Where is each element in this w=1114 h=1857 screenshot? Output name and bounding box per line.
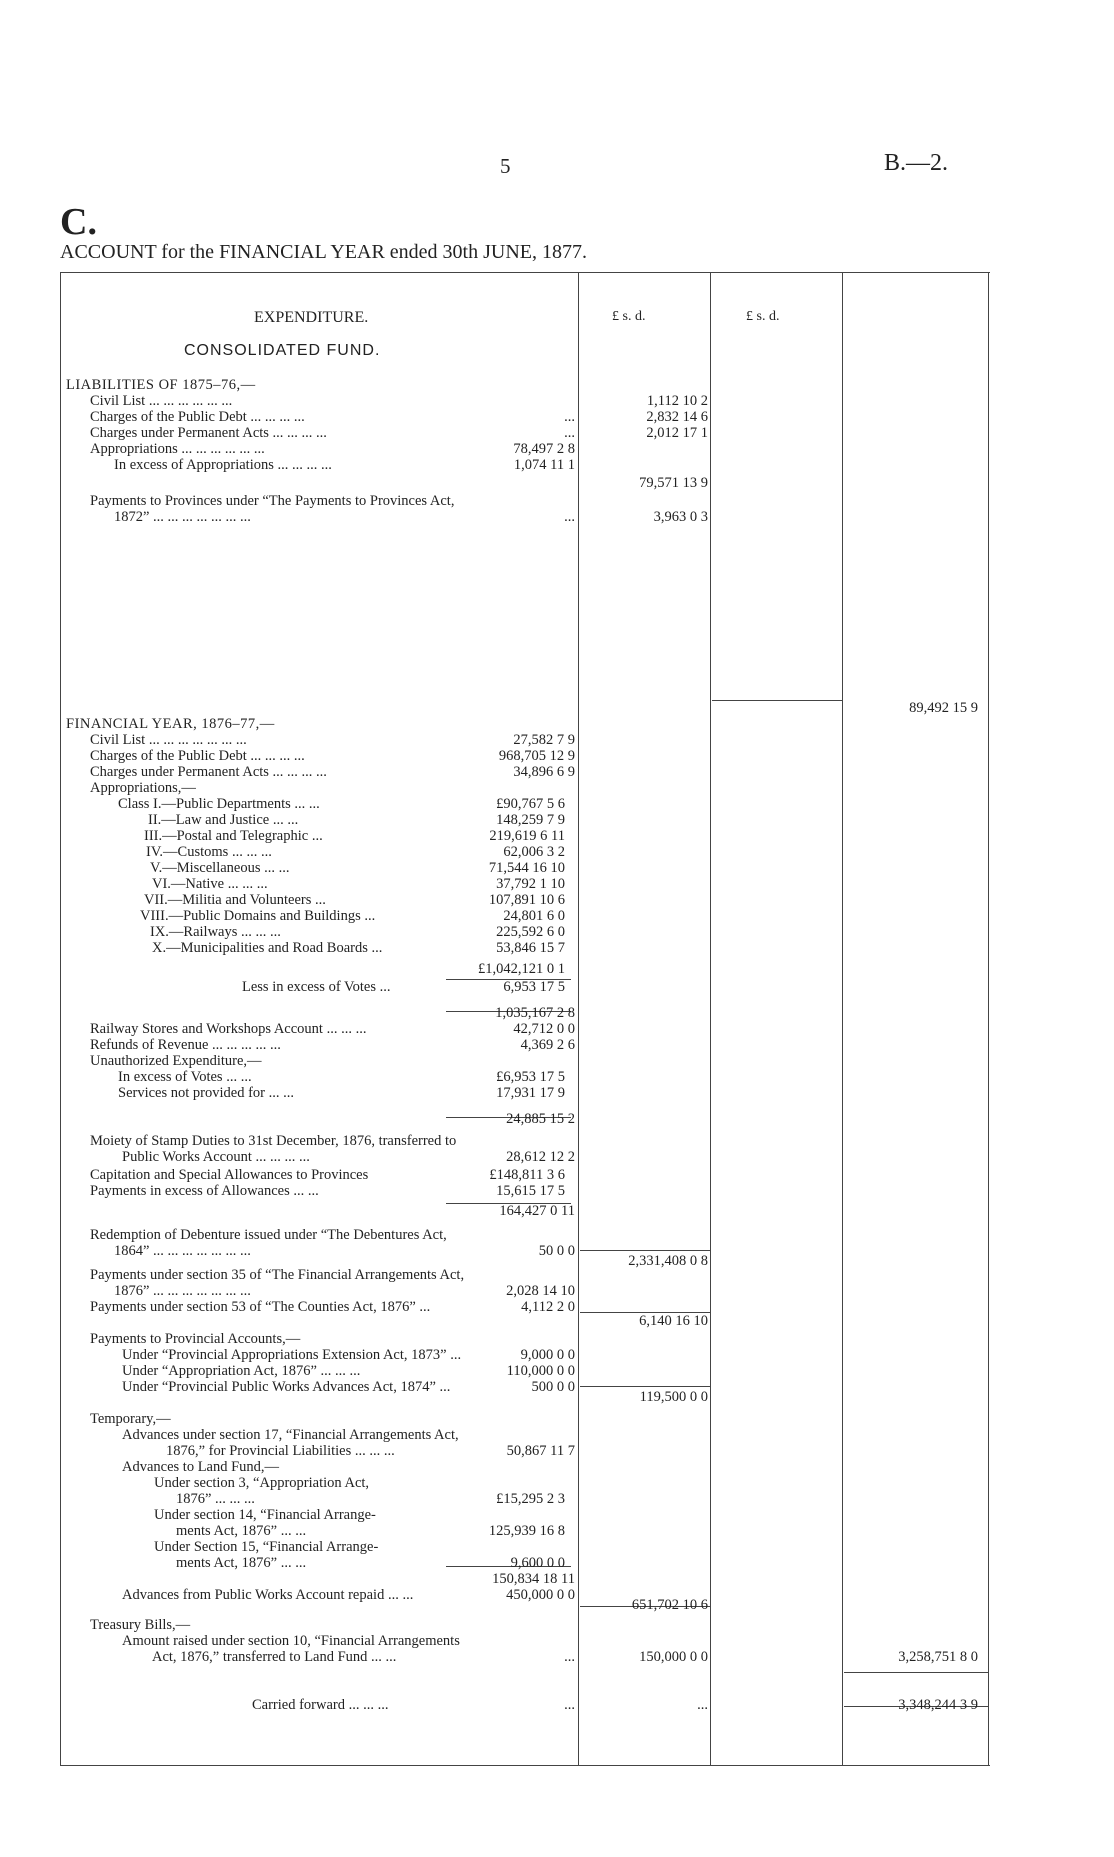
row-label: Services not provided for ... ... [118,1085,294,1101]
row-label: VI.—Native ... ... ... [152,876,268,892]
row-subamount: 6,953 17 5 [503,979,565,995]
table-row [0,732,1000,749]
table-row [0,1697,1000,1714]
table-row [0,1149,1000,1166]
row-amount-col1: 1,035,167 2 8 [495,1005,575,1021]
row-amount-col1: 164,427 0 11 [499,1203,575,1219]
row-subamount: 225,592 6 0 [496,924,565,940]
row-label: VII.—Militia and Volunteers ... [144,892,326,908]
table-row [0,1021,1000,1038]
table-row [0,1227,1000,1244]
table-top-rule [60,272,990,273]
row-amount-col1: 4,369 2 6 [520,1037,575,1053]
row-amount-col1: 968,705 12 9 [498,748,575,764]
row-label: Unauthorized Expenditure,— [90,1053,262,1069]
table-row [0,796,1000,813]
page-number: 5 [500,154,511,178]
table-row [0,1649,1000,1666]
row-amount-col1: 78,497 2 8 [513,441,575,457]
table-row [0,425,1000,442]
table-row [0,979,1000,996]
row-label: IV.—Customs ... ... ... [146,844,272,860]
table-row [0,1313,1000,1330]
table-row [0,1347,1000,1364]
row-label: Under section 14, “Financial Arrange- [154,1507,376,1523]
row-amount-col2: 2,012 17 1 [646,425,708,441]
row-amount-col2: 6,140 16 10 [639,1313,708,1329]
table-row [0,1183,1000,1200]
table-row [0,377,1000,394]
table-row [0,1571,1000,1588]
row-label: Payments under section 35 of “The Financial Arrangements Act, [90,1267,465,1283]
row-subamount: 71,544 16 10 [488,860,565,876]
table-row [0,1005,1000,1022]
row-amount-col1: 42,712 0 0 [513,1021,575,1037]
col1-currency-heading: £ s. d. [612,309,646,324]
table-row [0,924,1000,941]
table-row [0,1427,1000,1444]
table-row [0,1597,1000,1614]
row-label: FINANCIAL YEAR, 1876–77,— [66,716,275,732]
table-row [0,1411,1000,1428]
row-subamount: £1,042,121 0 1 [478,961,565,977]
row-label: 1876” ... ... ... [176,1491,255,1507]
table-row [0,1363,1000,1380]
row-label: Railway Stores and Workshops Account ... ... ... [90,1021,367,1037]
row-amount-col1: 2,028 14 10 [506,1283,575,1299]
row-label: In excess of Votes ... ... [118,1069,252,1085]
table-row [0,940,1000,957]
row-amount-col1: 28,612 12 2 [506,1149,575,1165]
row-amount-col1: ... [564,1697,575,1713]
table-row [0,1167,1000,1184]
row-amount-col3: 3,258,751 8 0 [898,1649,978,1665]
table-row [0,844,1000,861]
row-label: Under “Appropriation Act, 1876” ... ... ... [122,1363,361,1379]
table-row [0,780,1000,797]
row-label: II.—Law and Justice ... ... [148,812,299,828]
table-row [0,457,1000,474]
row-amount-col2: 150,000 0 0 [639,1649,708,1665]
table-row [0,908,1000,925]
table-row [0,475,1000,492]
row-subamount: 24,801 6 0 [503,908,565,924]
row-label: Advances from Public Works Account repaid ... ... [122,1587,414,1603]
row-subamount: £6,953 17 5 [496,1069,565,1085]
table-row [0,700,1000,717]
table-row [0,1069,1000,1086]
row-label: Charges of the Public Debt ... ... ... ... [90,409,305,425]
row-amount-col2: 2,832 14 6 [646,409,708,425]
row-amount-col1: ... [564,1649,575,1665]
table-row [0,716,1000,733]
row-label: ments Act, 1876” ... ... [176,1523,307,1539]
table-row [0,1539,1000,1556]
row-amount-col1: ... [564,425,575,441]
row-amount-col1: 4,112 2 0 [521,1299,575,1315]
row-subamount: 17,931 17 9 [496,1085,565,1101]
table-row [0,493,1000,510]
row-amount-col2: 3,963 0 3 [653,509,708,525]
table-row [0,1037,1000,1054]
row-label: Act, 1876,” transferred to Land Fund ... ... [152,1649,397,1665]
row-label: Under section 3, “Appropriation Act, [154,1475,370,1491]
row-label: Public Works Account ... ... ... ... [122,1149,310,1165]
row-subamount: £148,811 3 6 [489,1167,565,1183]
table-row [0,1475,1000,1492]
row-label: Carried forward ... ... ... [252,1697,389,1713]
row-label: X.—Municipalities and Road Boards ... [152,940,383,956]
row-label: Charges under Permanent Acts ... ... ... ... [90,764,327,780]
table-row [0,1443,1000,1460]
row-label: Refunds of Revenue ... ... ... ... ... [90,1037,281,1053]
row-label: Civil List ... ... ... ... ... ... ... [90,732,247,748]
row-label: ments Act, 1876” ... ... [176,1555,307,1571]
row-label: 1876,” for Provincial Liabilities ... ... ... [166,1443,395,1459]
table-row [0,1507,1000,1524]
expenditure-heading: EXPENDITURE. [254,309,369,326]
table-row [0,876,1000,893]
row-amount-col1: 110,000 0 0 [506,1363,575,1379]
table-row [0,1555,1000,1572]
row-label: 1876” ... ... ... ... ... ... ... [114,1283,251,1299]
row-label: In excess of Appropriations ... ... ... ... [114,457,332,473]
table-row [0,441,1000,458]
table-row [0,393,1000,410]
row-label: Payments under section 53 of “The Counties Act, 1876” ... [90,1299,431,1315]
table-row [0,1203,1000,1220]
row-label: V.—Miscellaneous ... ... [150,860,290,876]
row-amount-col1: 450,000 0 0 [506,1587,575,1603]
table-row [0,764,1000,781]
row-amount-col1: 500 0 0 [531,1379,575,1395]
table-row [0,1459,1000,1476]
row-amount-col2: ... [697,1697,708,1713]
table-row [0,509,1000,526]
row-subamount: 53,846 15 7 [496,940,565,956]
table-row [0,1283,1000,1300]
row-subamount: 219,619 6 11 [489,828,565,844]
row-amount-col1: 27,582 7 9 [513,732,575,748]
row-subamount: £15,295 2 3 [496,1491,565,1507]
row-label: Redemption of Debenture issued under “The Debentures Act, [90,1227,447,1243]
row-amount-col1: ... [564,509,575,525]
table-row [0,828,1000,845]
rule-year-total [844,1672,988,1673]
table-bottom-rule [60,1765,990,1766]
row-label: Capitation and Special Allowances to Provinces [90,1167,369,1183]
table-row [0,409,1000,426]
row-label: Under Section 15, “Financial Arrange- [154,1539,379,1555]
row-amount-col1: 50 0 0 [538,1243,575,1259]
row-label: Temporary,— [90,1411,171,1427]
row-label: Amount raised under section 10, “Financial Arrangements [122,1633,460,1649]
row-label: VIII.—Public Domains and Buildings ... [140,908,376,924]
table-row [0,961,1000,978]
row-subamount: 148,259 7 9 [496,812,565,828]
table-row [0,860,1000,877]
table-row [0,1491,1000,1508]
row-amount-col2: 651,702 10 6 [631,1597,708,1613]
row-amount-col2: 2,331,408 0 8 [628,1253,708,1269]
table-row [0,1133,1000,1150]
table-row [0,1267,1000,1284]
row-amount-col3: 89,492 15 9 [909,700,978,716]
row-label: 1864” ... ... ... ... ... ... ... [114,1243,251,1259]
row-label: Treasury Bills,— [90,1617,191,1633]
row-label: Advances under section 17, “Financial Arrangements Act, [122,1427,459,1443]
row-amount-col1: 9,000 0 0 [520,1347,575,1363]
row-label: III.—Postal and Telegraphic ... [144,828,323,844]
row-label: Moiety of Stamp Duties to 31st December, 1876, transferred to [90,1133,457,1149]
row-label: Class I.—Public Departments ... ... [118,796,320,812]
table-row [0,748,1000,765]
row-amount-col1: 34,896 6 9 [513,764,575,780]
row-amount-col2: 119,500 0 0 [639,1389,708,1405]
row-subamount: 9,600 0 0 [510,1555,565,1571]
row-label: Payments to Provinces under “The Payments to Provinces Act, [90,493,455,509]
row-label: Payments to Provincial Accounts,— [90,1331,301,1347]
fund-heading: CONSOLIDATED FUND. [184,342,381,359]
table-row [0,1633,1000,1650]
row-label: IX.—Railways ... ... ... [150,924,281,940]
row-label: Under “Provincial Public Works Advances Act, 1874” ... [122,1379,451,1395]
row-label: Payments in excess of Allowances ... ... [90,1183,319,1199]
row-label: Appropriations,— [90,780,196,796]
row-subamount: 107,891 10 6 [488,892,565,908]
row-amount-col1: 50,867 11 7 [506,1443,575,1459]
table-row [0,1085,1000,1102]
section-letter: C. [60,201,97,243]
row-label: Advances to Land Fund,— [122,1459,280,1475]
row-label: Charges under Permanent Acts ... ... ... ... [90,425,327,441]
document-reference: B.—2. [884,150,949,176]
row-subamount: 62,006 3 2 [503,844,565,860]
table-row [0,1331,1000,1348]
document-title: ACCOUNT for the FINANCIAL YEAR ended 30th JUNE, 1877. [60,241,587,263]
table-row [0,1053,1000,1070]
table-row [0,892,1000,909]
row-amount-col2: 79,571 13 9 [639,475,708,491]
row-label: Less in excess of Votes ... [242,979,391,995]
row-amount-col1: 24,885 15 2 [506,1111,575,1127]
col2-currency-heading: £ s. d. [746,309,780,324]
row-label: Charges of the Public Debt ... ... ... ... [90,748,305,764]
row-amount-col1: 150,834 18 11 [492,1571,575,1587]
table-row [0,812,1000,829]
row-subamount: 37,792 1 10 [496,876,565,892]
row-label: Under “Provincial Appropriations Extension Act, 1873” ... [122,1347,462,1363]
row-amount-col3: 3,348,244 3 9 [898,1697,978,1713]
row-amount-col2: 1,112 10 2 [646,393,708,409]
row-label: Civil List ... ... ... ... ... ... [90,393,233,409]
row-label: 1872” ... ... ... ... ... ... ... [114,509,251,525]
table-row [0,1523,1000,1540]
table-row [0,1389,1000,1406]
row-label: Appropriations ... ... ... ... ... ... [90,441,265,457]
row-label: LIABILITIES OF 1875–76,— [66,377,256,393]
table-row [0,1111,1000,1128]
row-amount-col1: 1,074 11 1 [513,457,575,473]
table-row [0,1617,1000,1634]
row-subamount: 125,939 16 8 [488,1523,565,1539]
row-subamount: 15,615 17 5 [496,1183,565,1199]
row-amount-col1: ... [564,409,575,425]
row-subamount: £90,767 5 6 [496,796,565,812]
